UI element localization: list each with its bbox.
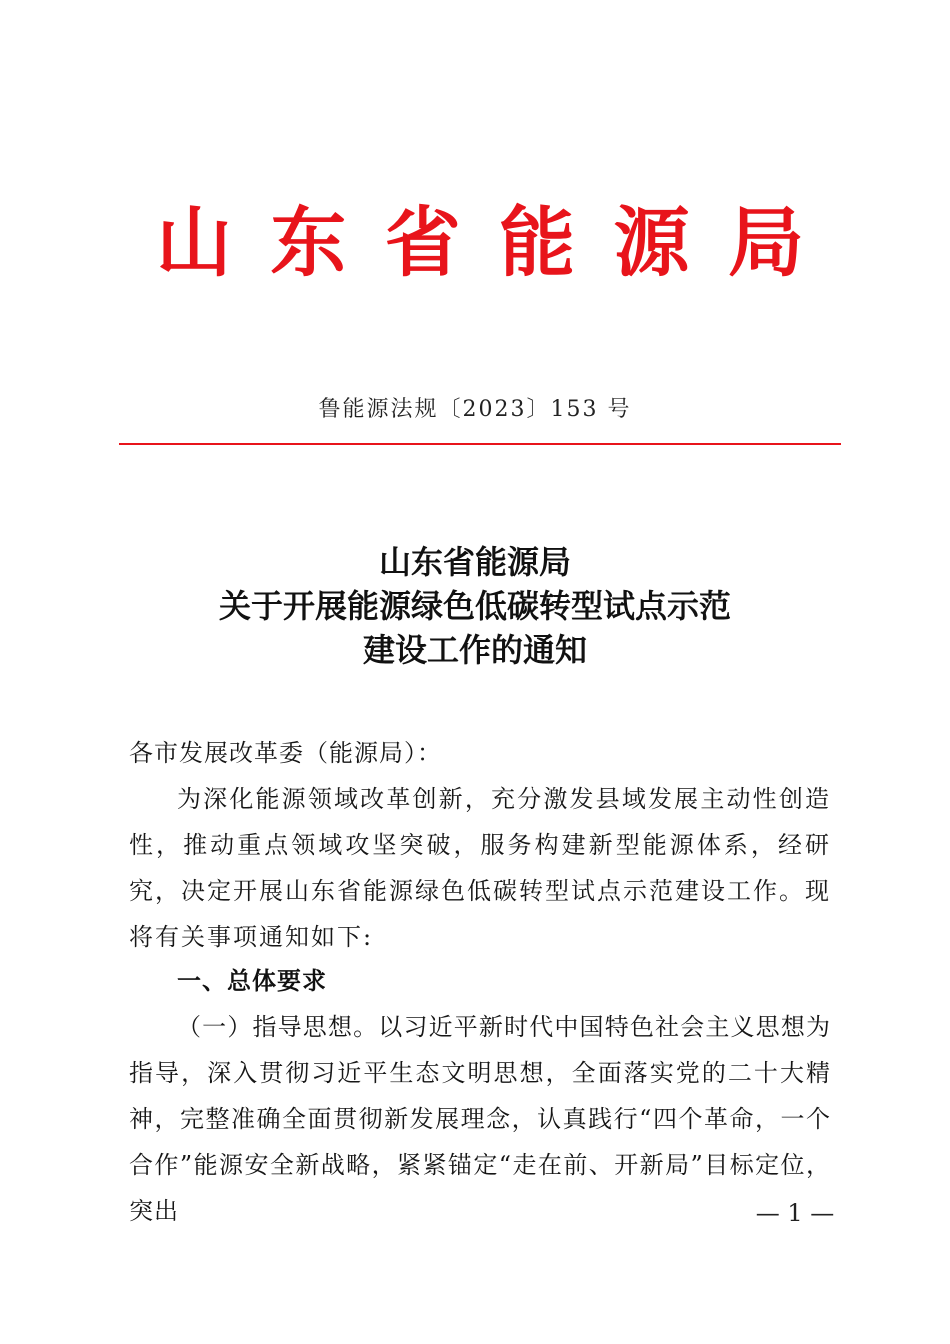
document-number: 鲁能源法规〔2023〕153 号 [318, 397, 632, 422]
body-paragraph: 为深化能源领域改革创新，充分激发县域发展主动性创造性，推动重点领域攻坚突破，服务构建新型能源体系，经研究，决定开展山东省能源绿色低碳转型试点示范建设工作。现将有关事项通知如下: [129, 785, 831, 951]
org-title-char: 省 [384, 197, 461, 287]
notice-title-line: 山东省能源局 [378, 543, 571, 581]
section-heading: 一、总体要求 [177, 967, 327, 995]
org-title-char: 能 [499, 197, 576, 287]
org-title-char: 山 [156, 197, 232, 287]
org-title-char: 东 [270, 197, 347, 287]
red-divider-line [119, 443, 841, 445]
body-paragraph: （一）指导思想。以习近平新时代中国特色社会主义思想为指导，深入贯彻习近平生态文明思想，全面落实党的二十大精神，完整准确全面贯彻新发展理念，认真践行“四个革命，一个合作”能源安全新战略，紧紧锚定“走在前、开新局”目标定位，突出 [129, 1013, 831, 1225]
notice-title-line: 关于开展能源绿色低碳转型试点示范 [218, 587, 731, 625]
addressee: 各市发展改革委（能源局）： [129, 739, 442, 767]
notice-title-line: 建设工作的通知 [362, 631, 587, 669]
issuing-organization-header [120, 186, 840, 286]
org-title-char: 源 [613, 197, 690, 287]
page-number: — 1 — [755, 1199, 835, 1227]
notice-title [0, 540, 950, 672]
org-title-char: 局 [727, 197, 804, 287]
